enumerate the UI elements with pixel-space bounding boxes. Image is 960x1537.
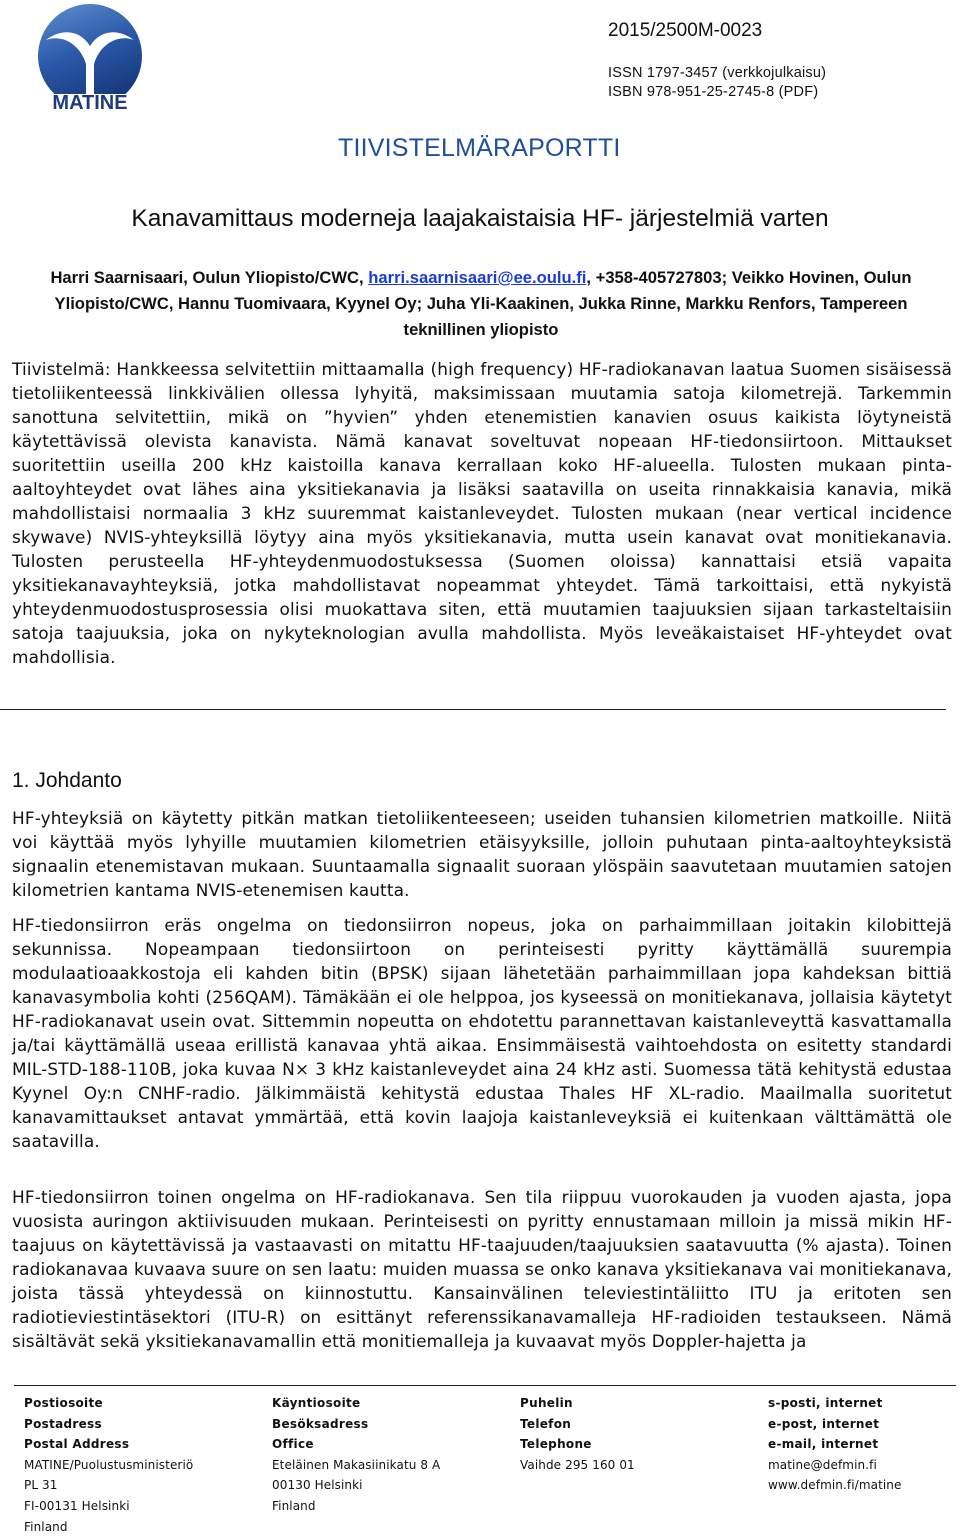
report-type: TIIVISTELMÄRAPORTTI xyxy=(338,134,621,162)
footer-label: Puhelin xyxy=(520,1396,573,1410)
authors-part-2: , +358-405727803; Veikko Hovinen, Oulun Yliopisto/CWC, Hannu Tuomivaara, Kyynel Oy; Juha Yli-Kaakinen, Jukka Rinne, Markku Renfors, Tampereen teknillinen yliopisto xyxy=(54,268,912,339)
intro-paragraph-1: HF-yhteyksiä on käytetty pitkän matkan tietoliikenteeseen; useiden tuhansien kilometrien matkoille. Niitä voi käyttää myös lyhyille muutamien kilometrien etäisyyksille, jolloin puhutaan pinta-aaltoyhteyksistä signaalin etenemistavan mukaan. Suuntaamalla signaalit suoraan ylöspäin saavutetaan muutamien satojen kilometrien kantama NVIS-etenemisen kautta. xyxy=(12,808,952,900)
footer-label: Käyntiosoite xyxy=(272,1396,361,1410)
matine-emblem-icon xyxy=(32,4,148,94)
footer-value: Eteläinen Makasiinikatu 8 A xyxy=(272,1457,441,1472)
isbn: ISBN 978-951-25-2745-8 (PDF) xyxy=(608,84,819,100)
document-title: Kanavamittaus moderneja laajakaistaisia HF- järjestelmiä varten xyxy=(131,205,829,232)
footer-value: 00130 Helsinki xyxy=(272,1478,363,1493)
intro-paragraph-2: HF-tiedonsiirron eräs ongelma on tiedonsiirron nopeus, joka on parhaimmillaan joitakin kilobittejä sekunnissa. Nopeampaan tiedonsiirtoon on perinteisesti pyritty käyttämällä suurempia modulaatioaakkostoja eli kahden bitin (BPSK) sijaan lähetetään parhaimmillaan jopa kahdeksan bittiä kanavasymbolia kohti (256QAM). Tämäkään ei ole helppoa, jos kyseessä on monitiekanava, jollaisia käytetyt HF-radiokanavat usein ovat. Sittemmin nopeutta on ehdotettu parannettavan kaistanleveyttä kasvattamalla ja/tai käyttämällä useaa erillistä kanavaa yhtä aikaa. Ensimmäisestä vaihtoehdosta on esitetty standardi MIL-STD-188-110B, joka kuvaa N× 3 kHz kaistanleveydet aina 24 kHz asti. Suomessa tätä kehitystä edustaa Kyynel Oy:n CNHF-radio. Jälkimmäistä kehitystä edustaa Thales HF XL-radio. Maailmalla suoritetut kanavamittaukset antavat ymmärtää, että kovin laajoja kaistanleveyksiä ei kuitenkaan välttämättä ole saatavilla. xyxy=(12,915,952,1151)
footer-value: FI-00131 Helsinki xyxy=(24,1498,130,1513)
footer-value: Finland xyxy=(24,1519,68,1534)
footer-label: Postal Address xyxy=(24,1437,130,1452)
footer-label: e-mail, internet xyxy=(768,1437,879,1452)
footer-label: Office xyxy=(272,1437,314,1452)
footer-email-link[interactable]: matine@defmin.fi xyxy=(768,1457,877,1472)
footer-label: Besöksadress xyxy=(272,1416,369,1431)
footer-label: s-posti, internet xyxy=(768,1396,883,1410)
section-divider xyxy=(0,709,946,710)
abstract: Tiivistelmä: Hankkeessa selvitettiin mittaamalla (high frequency) HF-radiokanavan laatua Suomen sisäisessä tietoliikenteessä linkkivälien ollessa lyhyitä, maksimissaan muutamia satoja kilometrejä. Tarkemmin sanottuna selvitettiin, mikä on ”hyvien” yhden etenemistien kanavien osuus kaikista löytyneistä käytettävissä olevista kanavista. Nämä kanavat soveltuvat nopeaan HF-tiedonsiirtoon. Mittaukset suoritettiin useilla 200 kHz kaistoilla kanava kerrallaan koko HF-alueella. Tulosten mukaan pinta-aaltoyhteydet ovat lähes aina yksitiekanavia ja lisäksi saatavilla on useita rinnakkaisia kanavia, mikä mahdollistaisi normaalia 3 kHz suuremmat kaistanleveydet. Tulosten mukaan (near vertical incidence skywave) NVIS-yhteyksillä löytyy aina myös yksitiekanavia, mutta usein kanavat ovat monitiekanavia. Tulosten perusteella HF-yhteydenmuodostuksessa (Suomen oloissa) kannattaisi etsiä vapaita yksitiekanavayhteyksiä, jotka mahdollistavat nopeammat yhteydet. Tämä tarkoittaisi, että nykyistä yhteydenmuodostusprosessia olisi muokattava siten, että muutamien taajuuksien sijaan tarkasteltaisiin satoja taajuuksia, joka on nykyteknologian avulla mahdollista. Myös leveäkaistaiset HF-yhteydet ovat mahdollisia. xyxy=(12,359,952,667)
section-heading: 1. Johdanto xyxy=(12,769,122,792)
footer-value: Finland xyxy=(272,1498,316,1513)
footer-column-email xyxy=(768,1393,902,1496)
footer-value: PL 31 xyxy=(24,1478,58,1493)
footer-column-phone xyxy=(520,1393,635,1475)
issn: ISSN 1797-3457 (verkkojulkaisu) xyxy=(608,65,827,81)
logo-wordmark: MATINE xyxy=(52,92,128,114)
footer-label: Postadress xyxy=(24,1416,102,1431)
footer-website-link[interactable]: www.defmin.fi/matine xyxy=(768,1478,902,1493)
footer-divider xyxy=(14,1385,956,1386)
footer-label: Postiosoite xyxy=(24,1396,103,1410)
footer-label: e-post, internet xyxy=(768,1416,880,1431)
author-list xyxy=(22,265,940,343)
authors-part-1: Harri Saarnisaari, Oulun Yliopisto/CWC, xyxy=(50,268,369,287)
intro-paragraph-3: HF-tiedonsiirron toinen ongelma on HF-radiokanava. Sen tila riippuu vuorokauden ja vuoden ajasta, jopa vuosista auringon aktiivisuuden mukaan. Perinteisesti on pyritty ennustamaan milloin ja missä mikin HF-taajuus on käytettävissä ja vastaavasti on mitattu HF-taajuuden/taajuuksien saatavuutta (% ajasta). Toinen radiokanavaa kuvaava suure on sen laatu: muiden muassa se onko kanava yksitiekanava vai monitiekanava, joista tässä yhteydessä on kiinnostuttu. Kansainvälinen televiestintäliitto ITU ja eritoten sen radiotieviestintäsektori (ITU-R) on esittänyt referenssikanavamalleja HF-radioiden testaukseen. Nämä sisältävät sekä yksitiekanavamallin että monitiemalleja ja kuvaavat myös Doppler-hajetta ja xyxy=(12,1187,952,1351)
report-number: 2015/2500M-0023 xyxy=(608,20,763,41)
author-email-link[interactable]: harri.saarnisaari@ee.oulu.fi xyxy=(368,268,587,287)
publication-identifiers xyxy=(608,64,826,102)
footer-column-office xyxy=(272,1393,440,1517)
footer-column-postal xyxy=(24,1393,193,1537)
footer-label: Telefon xyxy=(520,1416,572,1431)
footer-label: Telephone xyxy=(520,1437,592,1452)
matine-logo xyxy=(32,4,148,118)
footer-value: MATINE/Puolustusministeriö xyxy=(24,1457,194,1472)
footer-value: Vaihde 295 160 01 xyxy=(520,1457,635,1472)
